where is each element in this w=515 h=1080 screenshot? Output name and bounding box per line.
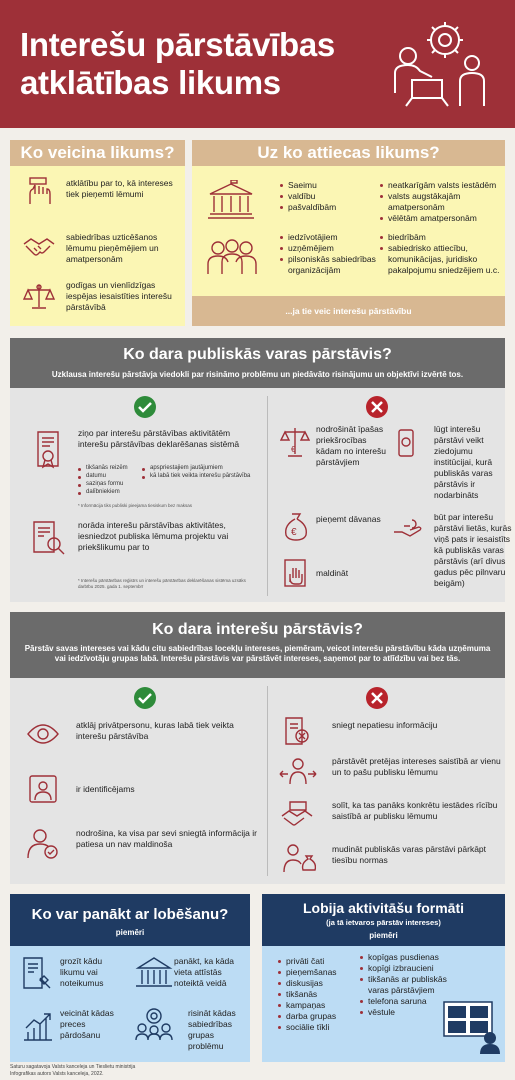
person-money-icon (282, 842, 316, 874)
handshake-money-icon (280, 798, 316, 828)
publiskas-do-list-right (142, 464, 252, 480)
interesu-subtitle-2: Interešu pārstāvis var pārstāvēt intereses, saņemot par to atlīdzību vai bez tās. (161, 654, 461, 663)
lobesana-item-1: grozīt kādu likumu vai noteikumus (60, 956, 104, 988)
format-item: sociālie tīkli (278, 1022, 356, 1033)
attiecas-item: vēlētām amatpersonām (380, 213, 500, 224)
format-item: privāti čati (278, 956, 356, 967)
publiskas-panel (10, 388, 512, 602)
publiskas-header (10, 338, 505, 388)
format-item: kopīgas pusdienas (360, 952, 452, 963)
footer-line2: Infografikas autors Valsts kanceleja, 2022. (10, 1070, 104, 1077)
attiecas-list-2-left (280, 232, 376, 276)
veicina-item-2: sabiedrības uzticēšanos lēmumu pieņēmējiem un amatpersonām (66, 232, 159, 264)
formati-list-left (278, 956, 356, 1033)
eye-icon (26, 720, 60, 748)
formati-panel (262, 946, 505, 1062)
publiskas-do-list-left (78, 464, 148, 496)
phone-money-icon (396, 428, 418, 460)
divider (267, 396, 268, 596)
document-search-icon (30, 520, 68, 558)
lobesana-item-2: panākt, ka kāda vieta attīstās noteiktā veidā (174, 956, 235, 988)
check-icon (133, 395, 157, 419)
attiecas-item: pilsoniskās sabiedrības organizācijām (280, 254, 376, 276)
footer-line1: Saturu sagatavoja Valsts kanceleja un Tieslietu ministrija (10, 1064, 136, 1070)
publiskas-dont-1: nodrošināt īpašas priekšrocības kādam no interešu pārstāvjiem (316, 424, 386, 467)
attiecas-item: valdību (280, 191, 370, 202)
video-meeting-icon (442, 998, 500, 1054)
interesu-panel (10, 678, 505, 884)
interesu-do-3: nodrošina, ka visa par sevi sniegtā informācija ir patiesa un nav maldinoša (76, 828, 257, 849)
veicina-item-3: godīgas un vienlīdzīgas iespējas iesaistīties interešu pārstāvībā (66, 280, 172, 312)
lobesana-sub: piemēri (115, 928, 145, 937)
attiecas-item: iedzīvotājiem (280, 232, 376, 243)
list-item: apspriestajiem jautājumiem (142, 464, 252, 472)
lobesana-item-4: risināt kādas sabiedrības grupas problēmu (188, 1008, 236, 1051)
veicina-item-1: atklātību par to, kā intereses tiek pieņemti lēmumi (66, 178, 173, 199)
publiskas-subtitle: Uzklausa interešu pārstāvja viedokli par risināmo problēmu un piedāvāto risinājumu un objektīvi izvērtē tos. (51, 370, 464, 379)
lobesana-panel (10, 946, 250, 1062)
stop-hand-icon (282, 558, 308, 590)
formati-title: Lobija aktivitāšu formāti (302, 900, 465, 916)
lobesana-item-3: veicināt kādas preces pārdošanu (60, 1008, 114, 1040)
list-item: datumu (78, 472, 148, 480)
list-item: saziņas formu (78, 480, 148, 488)
attiecas-list-1-left (280, 180, 370, 213)
attiecas-item: valsts augstākajām amatpersonām (380, 191, 500, 213)
group-gear-icon (134, 1006, 174, 1042)
svg-text:€: € (291, 527, 297, 538)
handshake-icon (22, 234, 56, 260)
document-x-icon (282, 716, 312, 746)
interesu-dont-2: pārstāvēt pretējas intereses saistībā ar vienu un to pašu publisku lēmumu (332, 756, 501, 777)
attiecas-item: uzņēmējiem (280, 243, 376, 254)
lobesana-title: Ko var panākt ar lobēšanu? (31, 906, 229, 923)
interesu-dont-4: mudināt publiskās varas pārstāvi pārkāpt tiesību normas (332, 844, 487, 865)
title-line2: atklātības likums (20, 64, 281, 101)
formati-header (262, 894, 505, 946)
hand-book-icon (24, 176, 54, 206)
attiecas-panel (192, 166, 505, 296)
scales-icon (22, 282, 56, 310)
attiecas-list-2-right (380, 232, 502, 276)
format-item: diskusijas (278, 978, 356, 989)
building-icon (134, 954, 174, 990)
interesu-do-2: ir identificējams (76, 784, 135, 794)
publiskas-do2-note: * Interešu pārstāvības reģistrs un interešu pārstāvības deklarēšanas sistēma uzsāks darbību 2025. gada 1. septembrī (78, 578, 246, 589)
interesu-header (10, 612, 505, 678)
publiskas-dont-5: maldināt (316, 568, 349, 578)
format-item: kampaņas (278, 1000, 356, 1011)
people-group-icon (204, 238, 260, 278)
attiecas-item: neatkarīgām valsts iestādēm (380, 180, 500, 191)
format-item: tikšanās ar publiskās varas pārstāvjiem (360, 974, 452, 996)
certificate-icon (30, 430, 66, 470)
attiecas-footer: ...ja tie veic interešu pārstāvību (192, 296, 505, 326)
attiecas-item: sabiedrisko attiecību, komunikācijas, juridisko pakalpojumu sniedzējiem u.c. (380, 243, 502, 276)
lobesana-header (10, 894, 250, 946)
divider (267, 686, 268, 876)
formati-title2: (ja tā ietvaros pārstāv intereses) (326, 918, 441, 927)
interesu-title: Ko dara interešu pārstāvis? (152, 621, 363, 638)
hand-give-icon (392, 512, 424, 540)
interesu-dont-3: solīt, ka tas panāks konkrētu iestādes rīcību saistībā ar publisku lēmumu (332, 800, 498, 821)
attiecas-title: Uz ko attiecas likums? (192, 140, 505, 166)
person-gear-presentation-icon (390, 18, 490, 113)
money-bag-icon (282, 510, 310, 542)
list-item: kā labā tiek veikta interešu pārstāvība (142, 472, 252, 480)
publiskas-dont-3: pieņemt dāvanas (316, 514, 381, 524)
cross-icon (365, 686, 389, 710)
list-item: tikšanās reizēm (78, 464, 148, 472)
publiskas-do-1: ziņo par interešu pārstāvības aktivitātēm interešu pārstāvības deklarēšanas sistēmā (78, 428, 240, 449)
format-item: pieņemšanas (278, 967, 356, 978)
publiskas-dont-4: būt par interešu pārstāvi lietās, kurās viņš pats ir iesaistīts kā publiskās varas pārstāvis (arī divus gadus pēc pilnvaru beigām) (434, 512, 512, 588)
format-item: darba grupas (278, 1011, 356, 1022)
attiecas-item: Saeimu (280, 180, 370, 191)
svg-text:€: € (291, 445, 296, 454)
publiskas-do-2: norāda interešu pārstāvības aktivitātes, iesniedzot publiska lēmuma projektu vai priekšlikumu par to (78, 520, 229, 552)
growth-chart-icon (20, 1010, 54, 1042)
title-line1: Interešu pārstāvības (20, 26, 335, 63)
format-item: tikšanās (278, 989, 356, 1000)
government-building-icon (206, 180, 256, 220)
list-item: dalībniekiem (78, 488, 148, 496)
format-item: vēstule (360, 1007, 452, 1018)
header-banner (0, 0, 515, 128)
format-item: telefona saruna (360, 996, 452, 1007)
veicina-title: Ko veicina likums? (10, 140, 185, 166)
user-check-icon (26, 826, 60, 860)
law-document-icon (20, 956, 54, 992)
formati-list-right (360, 952, 452, 1018)
format-item: kopīgi izbraucieni (360, 963, 452, 974)
publiskas-title: Ko dara publiskās varas pārstāvis? (123, 346, 392, 363)
id-card-icon (28, 774, 58, 804)
publiskas-do-note: * Informācija tiks publiski pieejama tiesiskum bez maksas (78, 503, 193, 508)
balance-money-icon (280, 424, 310, 458)
check-icon (133, 686, 157, 710)
cross-icon (365, 395, 389, 419)
formati-sub: piemēri (369, 931, 398, 940)
interesu-do-1: atklāj privātpersonu, kuras labā tiek veikta interešu pārstāvība (76, 720, 234, 741)
footer-credits (10, 1064, 310, 1077)
attiecas-item: pašvaldībām (280, 202, 370, 213)
attiecas-item: biedrībām (380, 232, 502, 243)
interesu-subtitle (24, 644, 491, 664)
publiskas-dont-2: lūgt interešu pārstāvi veikt ziedojumu institūcijai, kurā publiskās varas pārstāvis ir nodarbināts (434, 424, 493, 500)
person-arrows-icon (278, 756, 318, 786)
page-title (20, 26, 335, 102)
veicina-panel (10, 166, 185, 326)
attiecas-list-1-right (380, 180, 500, 224)
interesu-subtitle-1: Pārstāv savas intereses vai kādu citu sabiedrības locekļu intereses, piemēram, veicot interešu pārstāvību kāda uzņēmuma vai iedzīvotāju grupas labā. (24, 644, 491, 663)
interesu-dont-1: sniegt nepatiesu informāciju (332, 720, 438, 730)
